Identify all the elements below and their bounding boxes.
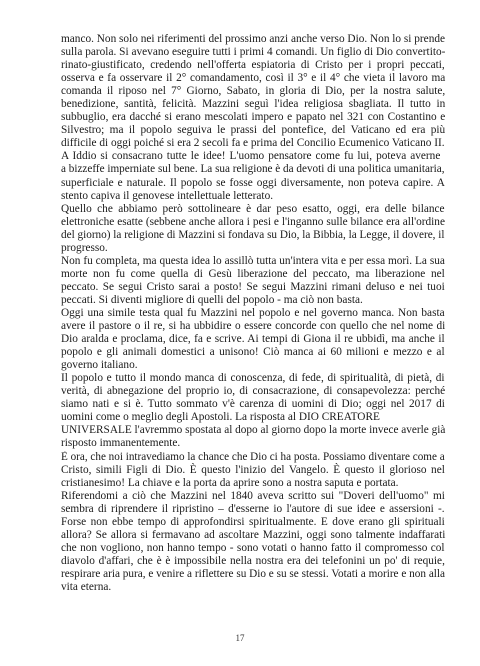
text-line: governo italiano. [61, 359, 138, 372]
text-line: difficile di oggi poiché si era 2 secoli fa e prima del Concilio Ecumenico Vaticano II. [61, 137, 445, 150]
text-line: Non fu completa, ma questa idea lo assillò tutta un'intera vita e per essa morì. La sua [61, 254, 445, 267]
text-line: siamo nati e si è. Tutto sommato v'è carenza di uomini di Dio; oggi nel 2017 di [61, 398, 445, 411]
text-line: Forse non ebbe tempo di approfondirsi spiritualmente. E dove erano gli spirituali [61, 515, 445, 528]
text-line: uomini come o meglio degli Apostoli. La risposta al DIO CREATORE [61, 411, 380, 424]
text-line: È ora, che noi intravediamo la chance che Dio ci ha posta. Possiamo diventare come a [61, 450, 445, 463]
text-line: sembra di riprendere il ripristino – d'esserne io l'autore di sue idee e assersioni -. [61, 502, 445, 515]
text-line: che non vogliono, non hanno tempo - sono votati o hanno fatto il compromesso col [61, 541, 445, 554]
text-line: Riferendomi a ciò che Mazzini nel 1840 aveva scritto sui "Doveri dell'uomo" mi [61, 489, 445, 502]
text-line: avere il pastore o il re, si ha ubbidire o essere concorde con quello che nel nome di [61, 320, 446, 333]
text-line: peccati. Si diventi migliore di quelli del popolo - ma ciò non basta. [61, 293, 363, 306]
text-line: morte non fu come quella di Gesù liberazione del peccato, ma liberazione nel [61, 267, 445, 280]
text-line: peccato. Se segui Cristo sarai a posto! Se segui Mazzini rimani deluso e nei tuoi [61, 280, 445, 293]
text-line: Oggi una simile testa qual fu Mazzini nel popolo e nel governo manca. Non basta [61, 306, 445, 319]
text-line: sulla parola. Si avevano eseguire tutti i primi 4 comandi. Un figlio di Dio convertito- [61, 46, 446, 59]
text-line: UNIVERSALE l'avremmo spostata al dopo al giorno dopo la morte invece averle già [61, 424, 446, 437]
text-line: A Iddio si consacrano tutte le idee! L'uomo pensatore come fu lui, poteva averne [61, 150, 441, 163]
text-line: del giorno) la religione di Mazzini si fondava su Dio, la Bibbia, la Legge, il dovere, il [61, 228, 445, 241]
text-line: Quello che abbiamo però sottolineare è dar peso esatto, oggi, era delle bilance [61, 202, 445, 215]
body-text [61, 33, 445, 594]
text-line: rinato-giustificato, credendo nell'offerta espiatoria di Cristo per i propri peccati, [61, 59, 445, 72]
text-line: a bizzeffe imperniate sul bene. La sua religione è da devoti di una politica umanitaria, [61, 163, 445, 176]
text-line: Il popolo e tutto il mondo manca di conoscenza, di fede, di spiritualità, di pietà, di [61, 372, 445, 385]
text-line: stento capiva il genovese intellettuale letterato. [61, 189, 274, 202]
text-line: elettroniche esatte (sebbene anche allora i pesi e l'inganno sulle bilance era all'ordine [61, 215, 445, 228]
text-line: diavolo d'affari, che è è impossibile nella nostra era dei telefonini un po' di requie, [61, 554, 445, 567]
text-line: vita eterna. [61, 580, 112, 593]
text-line: Silvestro; ma il popolo seguiva le prassi del pontefice, del Vaticano ed era più [61, 124, 446, 137]
text-line: comanda il riposo nel 7° Giorno, Sabato, in gloria di Dio, per la nostra salute, [61, 85, 446, 98]
text-line: verità, di abnegazione del proprio io, di consacrazione, di consapevolezza: perché [61, 385, 446, 398]
text-line: Cristo, simili Figli di Dio. È questo l'inizio del Vangelo. È questo il glorioso nel [61, 463, 445, 476]
text-line: cristianesimo! La chiave e la porta da aprire sono a nostra saputa e portata. [61, 476, 399, 489]
text-line: benedizione, santità, felicità. Mazzini seguì l'idea religiosa sbagliata. Il tutto in [61, 98, 446, 111]
text-line: respirare aria pura, e venire a riflettere su Dio e su se stessi. Votati a morire e non alla [61, 567, 446, 580]
text-line: osserva e fa osservare il 2° comandamento, così il 3° e il 4° che vieta il lavoro ma [61, 72, 446, 85]
page-number: 17 [235, 633, 245, 643]
text-line: progresso. [61, 241, 108, 254]
text-line: superficiale e naturale. Il popolo se fosse oggi diversamente, non poteva capire. A [61, 176, 445, 189]
text-line: subbuglio, era dacché si erano mescolati impero e papato nel 321 con Costantino e [61, 111, 446, 124]
text-line: risposto immanentemente. [61, 437, 181, 450]
text-line: Dio aralda e proclama, dice, fa e scrive. Ai tempi di Giona il re ubbidì, ma anche il [61, 333, 445, 346]
text-line: manco. Non solo nei riferimenti del prossimo anzi anche verso Dio. Non lo si prende [61, 33, 446, 45]
text-line: popolo e gli animali domestici a unisono! Ciò manca ai 60 milioni e mezzo e al [61, 346, 445, 359]
text-line: allora? Se allora si fermavano ad ascoltare Mazzini, oggi sono talmente indaffarati [61, 528, 446, 541]
